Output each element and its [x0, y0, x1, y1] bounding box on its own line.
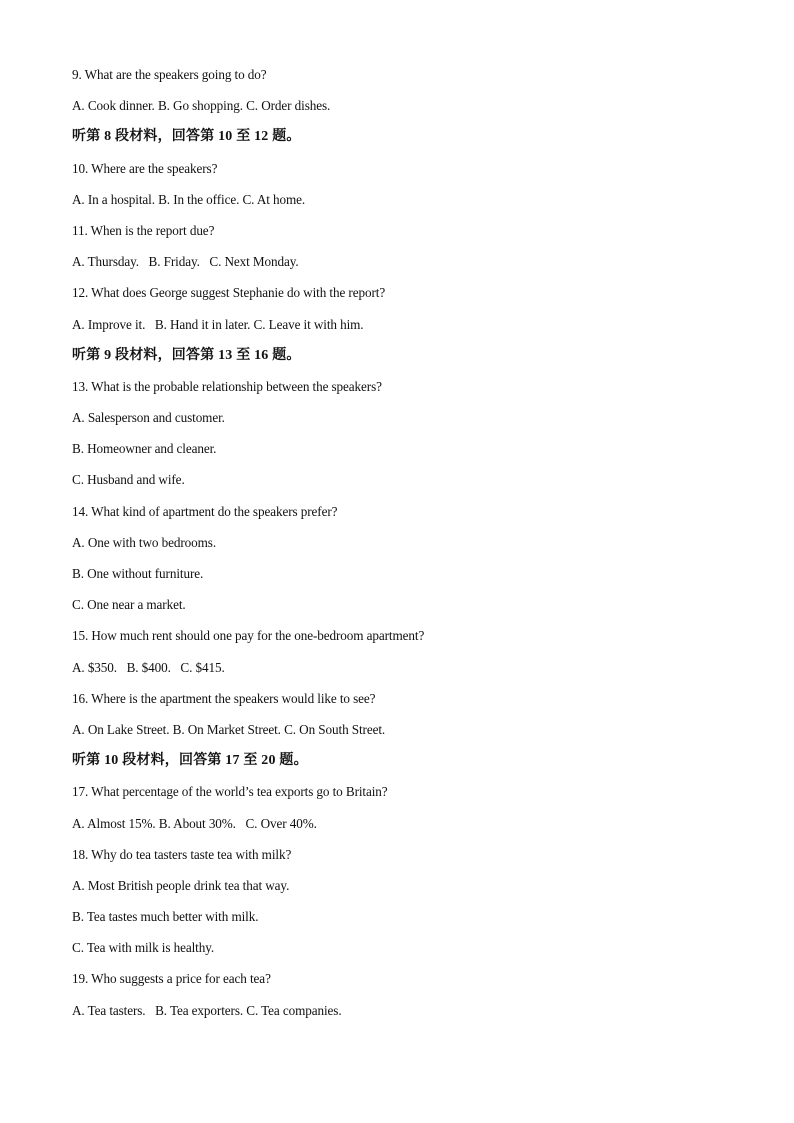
options-16: A. On Lake Street. B. On Market Street. C. On South Street. [72, 721, 386, 737]
question-19: 19. Who suggests a price for each tea? [72, 971, 271, 987]
question-14: 14. What kind of apartment do the speakers prefer? [72, 503, 338, 519]
options-19: A. Tea tasters. B. Tea exporters. C. Tea companies. [72, 1002, 342, 1018]
options-9: A. Cook dinner. B. Go shopping. C. Order dishes. [72, 98, 331, 114]
section-heading-9: 听第 9 段材料，回答第 13 至 16 题。 [72, 347, 301, 363]
question-15: 15. How much rent should one pay for the one-bedroom apartment? [72, 628, 425, 644]
question-10: 10. Where are the speakers? [72, 160, 218, 176]
options-11: A. Thursday. B. Friday. C. Next Monday. [72, 254, 299, 270]
option-18c: C. Tea with milk is healthy. [72, 940, 215, 956]
options-12: A. Improve it. B. Hand it in later. C. Leave it with him. [72, 316, 364, 332]
option-14c: C. One near a market. [72, 597, 186, 613]
question-12: 12. What does George suggest Stephanie do with the report? [72, 285, 386, 301]
option-18a: A. Most British people drink tea that way. [72, 877, 290, 893]
options-15: A. $350. B. $400. C. $415. [72, 659, 225, 675]
option-13c: C. Husband and wife. [72, 472, 185, 488]
section-heading-8: 听第 8 段材料，回答第 10 至 12 题。 [72, 129, 301, 145]
question-11: 11. When is the report due? [72, 222, 215, 238]
option-14a: A. One with two bedrooms. [72, 534, 217, 550]
question-17: 17. What percentage of the world’s tea exports go to Britain? [72, 784, 388, 800]
question-18: 18. Why do tea tasters taste tea with milk? [72, 846, 292, 862]
document-page [72, 64, 752, 1031]
option-14b: B. One without furniture. [72, 566, 204, 581]
question-9: 9. What are the speakers going to do? [72, 67, 267, 82]
options-10: A. In a hospital. B. In the office. C. At home. [72, 191, 306, 207]
question-16: 16. Where is the apartment the speakers would like to see? [72, 690, 376, 706]
options-17: A. Almost 15%. B. About 30%. C. Over 40%. [72, 815, 317, 831]
question-13: 13. What is the probable relationship between the speakers? [72, 378, 382, 394]
section-heading-10: 听第 10 段材料，回答第 17 至 20 题。 [72, 753, 308, 769]
option-18b: B. Tea tastes much better with milk. [72, 909, 259, 925]
option-13b: B. Homeowner and cleaner. [72, 441, 217, 457]
option-13a: A. Salesperson and customer. [72, 410, 225, 426]
